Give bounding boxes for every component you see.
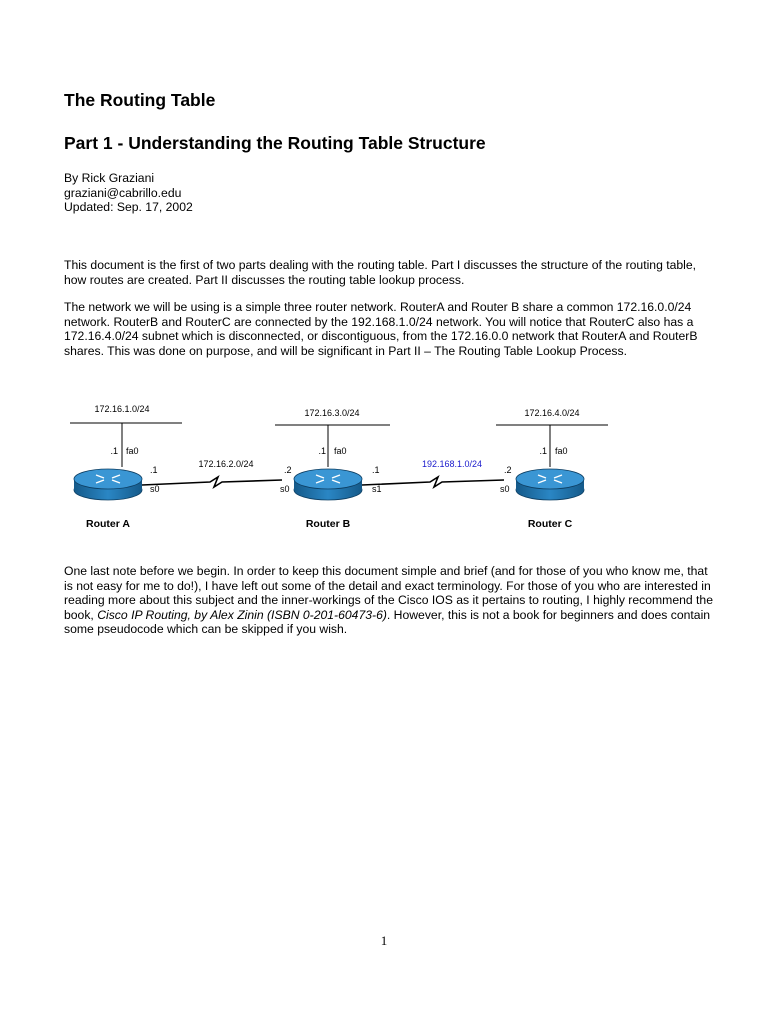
document-title: The Routing Table — [64, 90, 216, 110]
intro-paragraph: This document is the first of two parts dealing with the routing table. Part I discusses the structure of the routing table, how routes are created. Part II discusses the routing table lookup process. — [64, 258, 697, 287]
router-b-left-host: .2 — [284, 465, 292, 475]
router-b-lan-if: fa0 — [334, 446, 347, 456]
router-b-right-host: .1 — [372, 465, 380, 475]
serial-link-ab — [142, 459, 282, 487]
router-c — [496, 408, 608, 530]
network-paragraph: The network we will be using is a simple three router network. RouterA and Router B share a common 172.16.0.0/24 network. RouterB and RouterC are connected by the 192.168.1.0/24 network. You will notice that RouterC also has a 172.16.4.0/24 subnet which is disconnected, or discontiguous, from the 172.16.0.0 network that RouterA and RouterB shares. This was done on purpose, and will be significant in Part II – The Routing Table Lookup Process. — [64, 300, 698, 358]
closing-text-a: One last note before we begin. In order to keep this document simple and brief (and for those of you who know me, that is not easy for me to do!), I have left out some of the detail and exact terminology. For those of you who are interested in reading more about this subject and the inner-workings of the Cisco IOS as it pertains to routing, I highly recommend the book, — [64, 564, 713, 622]
router-a-top — [74, 469, 142, 489]
router-b-left-if: s0 — [280, 484, 290, 494]
router-c-top — [516, 469, 584, 489]
router-c-lan-if: fa0 — [555, 446, 568, 456]
author-email: graziani@cabrillo.edu — [64, 185, 182, 200]
author-byline: By Rick Graziani — [64, 171, 155, 185]
router-b-right-if: s1 — [372, 484, 382, 494]
link-bc-label: 192.168.1.0/24 — [421, 459, 483, 469]
author-block — [64, 171, 193, 215]
router-b — [275, 408, 390, 530]
book-reference: Cisco IP Routing, by Alex Zinin (ISBN 0-201-60473-6) — [97, 607, 387, 622]
page-number: 1 — [380, 933, 388, 948]
router-a-name: Router A — [86, 518, 130, 530]
router-b-lan-label: 172.16.3.0/24 — [304, 408, 360, 418]
router-a-lan-label: 172.16.1.0/24 — [94, 404, 150, 414]
router-b-name: Router B — [305, 518, 351, 530]
closing-text-b: . However, this is not a book for beginners and does contain some pseudocode which can be skipped if you wish. — [64, 607, 711, 636]
router-c-lan-host: .1 — [539, 446, 547, 456]
router-c-name: Router C — [527, 518, 573, 530]
closing-paragraph — [64, 564, 714, 637]
document-subtitle: Part 1 - Understanding the Routing Table Structure — [64, 133, 486, 153]
link-ab-label: 172.16.2.0/24 — [198, 459, 254, 469]
router-b-lan-host: .1 — [318, 446, 326, 456]
router-c-left-if: s0 — [500, 484, 510, 494]
router-a-lan-host: .1 — [110, 446, 118, 456]
router-a-right-if: s0 — [150, 484, 160, 494]
router-b-top — [294, 469, 362, 489]
updated-date: Updated: Sep. 17, 2002 — [64, 200, 193, 214]
serial-link-bc — [362, 459, 504, 487]
router-a-lan-if: fa0 — [126, 446, 139, 456]
router-a — [70, 404, 182, 530]
router-c-lan-label: 172.16.4.0/24 — [524, 408, 580, 418]
router-c-left-host: .2 — [504, 465, 512, 475]
network-diagram — [60, 395, 620, 545]
router-a-right-host: .1 — [150, 465, 158, 475]
